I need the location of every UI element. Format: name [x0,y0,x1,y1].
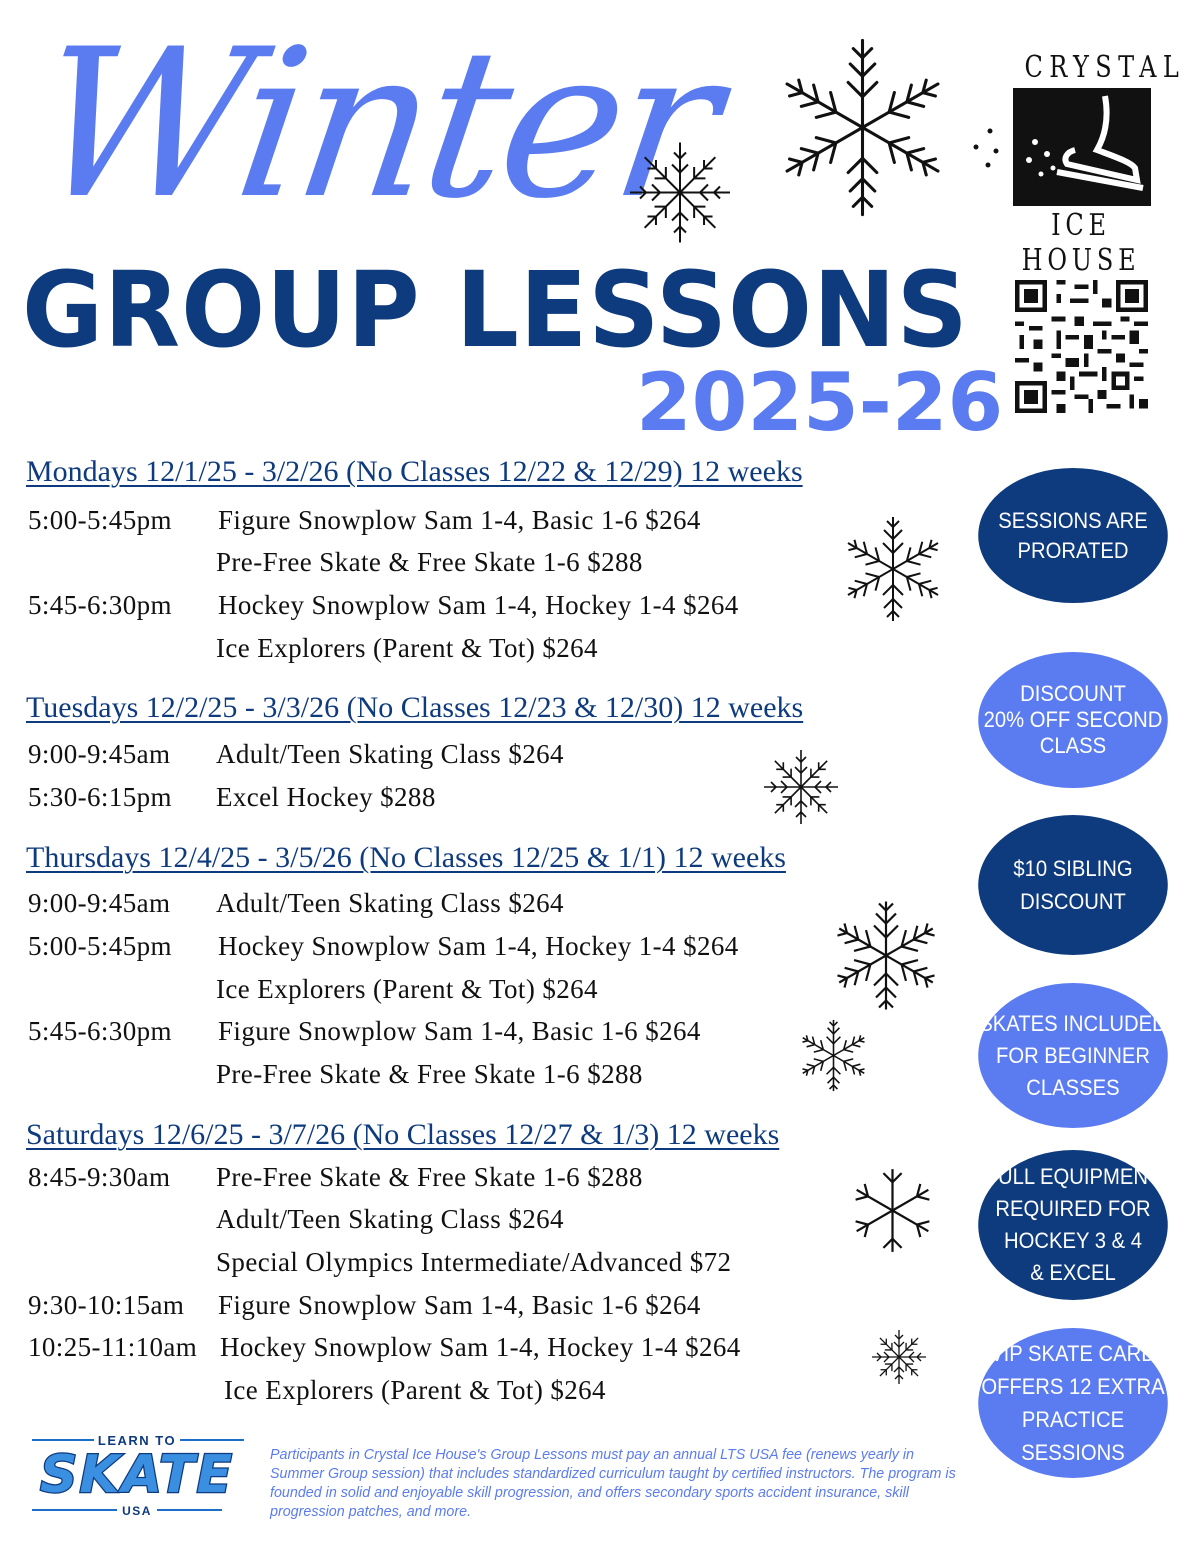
row-time: 9:00-9:45am [28,739,171,769]
winter-title: Winter [23,6,728,244]
badge-line: HOCKEY 3 & 4 [1004,1228,1142,1253]
row-time: 5:30-6:15pm [28,782,172,812]
badge-line: OFFERS 12 EXTRA [981,1374,1165,1399]
snowflake-icon [832,898,940,1013]
qr-code-icon[interactable] [1015,280,1148,413]
saturday-heading: Saturdays 12/6/25 - 3/7/26 (No Classes 12/27 & 1/3) 12 weeks [26,1118,780,1151]
row-time: 10:25-11:10am [28,1332,198,1362]
prorated-badge [978,468,1168,603]
row-class: Ice Explorers (Parent & Tot) $264 [216,633,598,663]
row-time: 5:00-5:45pm [28,931,172,961]
row-class: Figure Snowplow Sam 1-4, Basic 1-6 $264 [218,1016,701,1046]
snowflake-icon [870,1328,928,1386]
row-class: Figure Snowplow Sam 1-4, Basic 1-6 $264 [218,1290,701,1320]
badge-line: FULL EQUIPMENT [985,1164,1161,1189]
lts-logo-bottom: USA [122,1504,152,1518]
snowflake-icon [760,35,965,220]
row-class: Hockey Snowplow Sam 1-4, Hockey 1-4 $264 [218,931,739,961]
learn-to-skate-logo [22,1428,252,1520]
badge-line: $10 SIBLING [1013,856,1133,881]
monday-heading: Mondays 12/1/25 - 3/2/26 (No Classes 12/22 & 12/29) 12 weeks [26,455,803,488]
row-class: Excel Hockey $288 [216,782,436,812]
logo-text-bottom: ICE HOUSE [1021,208,1141,278]
row-class: Adult/Teen Skating Class $264 [216,739,564,769]
snowflake-icon [840,1168,945,1253]
badge-line: SKATES INCLUDED [979,1010,1167,1036]
badge-line: & EXCEL [1030,1260,1116,1285]
row-time: 5:00-5:45pm [28,505,172,535]
badge-line: PRORATED [1017,537,1129,563]
logo-text-top: CRYSTAL [1024,50,1186,85]
row-class: Figure Snowplow Sam 1-4, Basic 1-6 $264 [218,505,701,535]
tuesday-heading: Tuesdays 12/2/25 - 3/3/26 (No Classes 12/23 & 12/30) 12 weeks [26,691,804,724]
badge-line: 20% OFF SECOND [983,707,1163,732]
snowflake-icon [760,748,842,826]
snowflake-icon [838,513,948,625]
row-class: Special Olympics Intermediate/Advanced $72 [216,1247,732,1277]
badge-line: REQUIRED FOR [995,1196,1151,1221]
row-class: Hockey Snowplow Sam 1-4, Hockey 1-4 $264 [220,1332,741,1362]
row-time: 5:45-6:30pm [28,590,172,620]
badge-line: FOR BEGINNER [995,1042,1151,1068]
row-class: Ice Explorers (Parent & Tot) $264 [224,1375,606,1405]
footer-disclaimer: Participants in Crystal Ice House's Group Lessons must pay an annual LTS USA fee (renews yearly in Summer Group session) that includes standardized curriculum taught by certified instructors. The program is founded in solid and enjoyable skill progression, and offers secondary sports accident insurance, skill progression patches, and more. [270,1447,956,1520]
badge-line: DISCOUNT [1020,681,1126,706]
snowflake-icon [625,140,735,245]
equipment-required-badge [978,1150,1168,1300]
row-time: 9:00-9:45am [28,888,171,918]
group-lessons-title: GROUP LESSONS [22,249,969,371]
row-class: Pre-Free Skate & Free Skate 1-6 $288 [216,547,643,577]
row-class: Ice Explorers (Parent & Tot) $264 [216,974,598,1004]
badge-line: SESSIONS ARE [998,507,1148,533]
snowflake-icon [796,1018,871,1093]
season-year: 2025-26 [636,356,1004,449]
row-class: Pre-Free Skate & Free Skate 1-6 $288 [216,1059,643,1089]
row-class: Pre-Free Skate & Free Skate 1-6 $288 [216,1162,643,1192]
row-time: 5:45-6:30pm [28,1016,172,1046]
sibling-discount-badge [978,815,1168,955]
thursday-heading: Thursdays 12/4/25 - 3/5/26 (No Classes 12/25 & 1/1) 12 weeks [26,841,786,874]
row-time: 8:45-9:30am [28,1162,171,1192]
row-time: 9:30-10:15am [28,1290,185,1320]
lts-logo-main: SKATE [39,1445,235,1505]
row-class: Adult/Teen Skating Class $264 [216,888,564,918]
badge-line: DISCOUNT [1020,889,1126,914]
sparkle-icon [970,125,1010,170]
badge-line: CLASSES [1026,1074,1120,1100]
skates-included-badge [978,983,1168,1128]
badge-line: VIP SKATE CARD [990,1341,1156,1366]
badge-line: PRACTICE SESSIONS [1021,1407,1125,1465]
row-class: Hockey Snowplow Sam 1-4, Hockey 1-4 $264 [218,590,739,620]
skate-logo-icon [1013,88,1151,206]
lts-logo-top: LEARN TO [97,1433,177,1448]
discount-badge [978,652,1168,788]
badge-line: CLASS [1039,733,1107,758]
row-class: Adult/Teen Skating Class $264 [216,1204,564,1234]
vip-skate-card-badge [978,1328,1168,1478]
